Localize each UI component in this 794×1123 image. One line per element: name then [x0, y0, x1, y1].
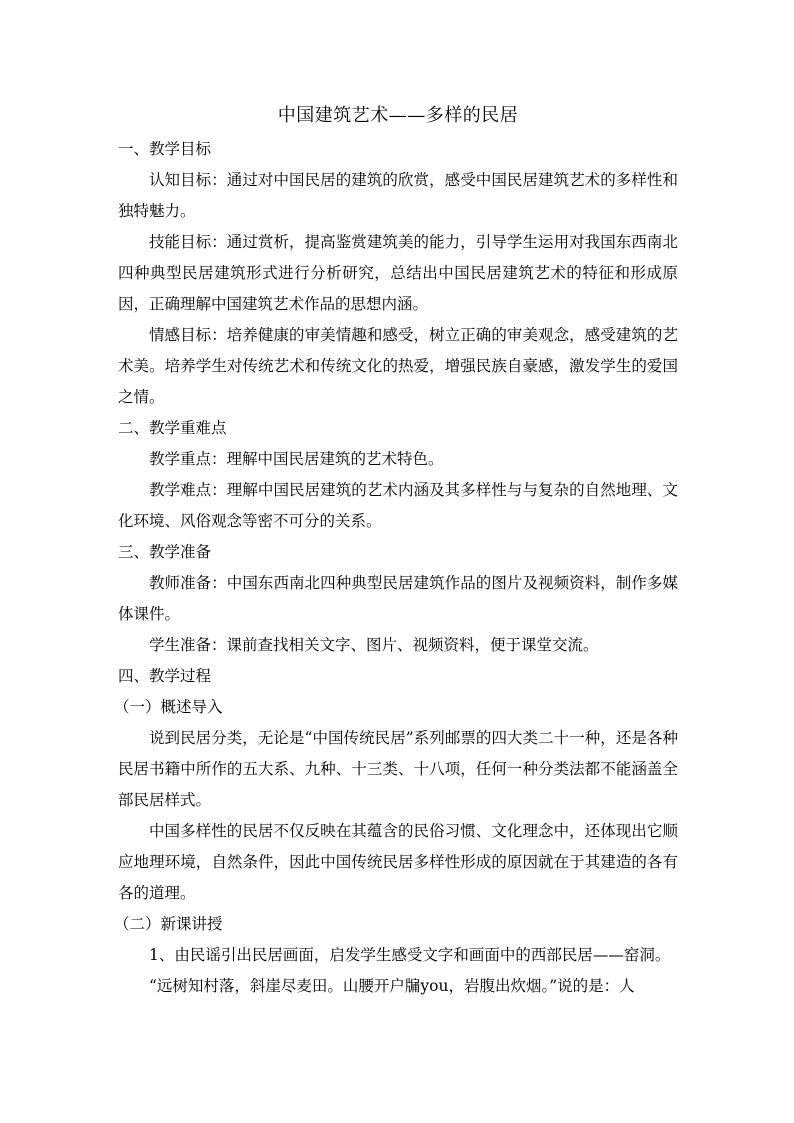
paragraph-introduction-1: 说到民居分类，无论是“中国传统民居”系列邮票的四大类二十一种，还是各种民居书籍中所作的五大系、九种、十三类、十八项，任何一种分类法都不能涵盖全部民居样式。 — [118, 729, 678, 809]
paragraph-student-preparation: 学生准备：课前查找相关文字、图片、视频资料，便于课堂交流。 — [149, 636, 599, 654]
paragraph-difficult-point: 教学难点：理解中国民居建筑的艺术内涵及其多样性与与复杂的自然地理、文化环境、风俗观念等密不可分的关系。 — [118, 481, 678, 530]
paragraph-emotional-goal: 情感目标：培养健康的审美情趣和感受，树立正确的审美观念，感受建筑的艺术美。培养学生对传统艺术和传统文化的热爱，增强民族自豪感，激发学生的爱国之情。 — [118, 326, 678, 406]
subsection-heading-new-lesson: （二）新课讲授 — [114, 915, 223, 933]
paragraph-new-lesson-2: “远树知村落，斜崖尽麦田。山腰开户牖you，岩腹出炊烟。”说的是：人 — [149, 977, 635, 995]
paragraph-new-lesson-1: 1、由民谣引出民居画面，启发学生感受文字和画面中的西部民居——窑洞。 — [149, 946, 671, 964]
document-title: 中国建筑艺术——多样的民居 — [277, 105, 519, 126]
paragraph-skill-goal: 技能目标：通过赏析，提高鉴赏建筑美的能力，引导学生运用对我国东西南北四种典型民居建筑形式进行分析研究，总结出中国民居建筑艺术的特征和形成原因，正确理解中国建筑艺术作品的思想内涵。 — [118, 233, 678, 313]
paragraph-cognitive-goal: 认知目标：通过对中国民居的建筑的欣赏，感受中国民居建筑艺术的多样性和独特魅力。 — [118, 171, 678, 220]
section-heading-process: 四、教学过程 — [118, 667, 212, 685]
paragraph-teacher-preparation: 教师准备：中国东西南北四种典型民居建筑作品的图片及视频资料，制作多媒体课件。 — [118, 574, 678, 623]
section-heading-preparation: 三、教学准备 — [118, 543, 212, 561]
paragraph-introduction-2: 中国多样性的民居不仅反映在其蕴含的民俗习惯、文化理念中，还体现出它顺应地理环境，自然条件，因此中国传统民居多样性形成的原因就在于其建造的各有各的道理。 — [118, 822, 678, 902]
document-body — [114, 100, 678, 1002]
subsection-heading-introduction: （一）概述导入 — [114, 698, 223, 716]
section-heading-key-points: 二、教学重难点 — [118, 419, 227, 437]
section-heading-objectives: 一、教学目标 — [118, 140, 212, 158]
paragraph-key-point: 教学重点：理解中国民居建筑的艺术特色。 — [149, 450, 444, 468]
